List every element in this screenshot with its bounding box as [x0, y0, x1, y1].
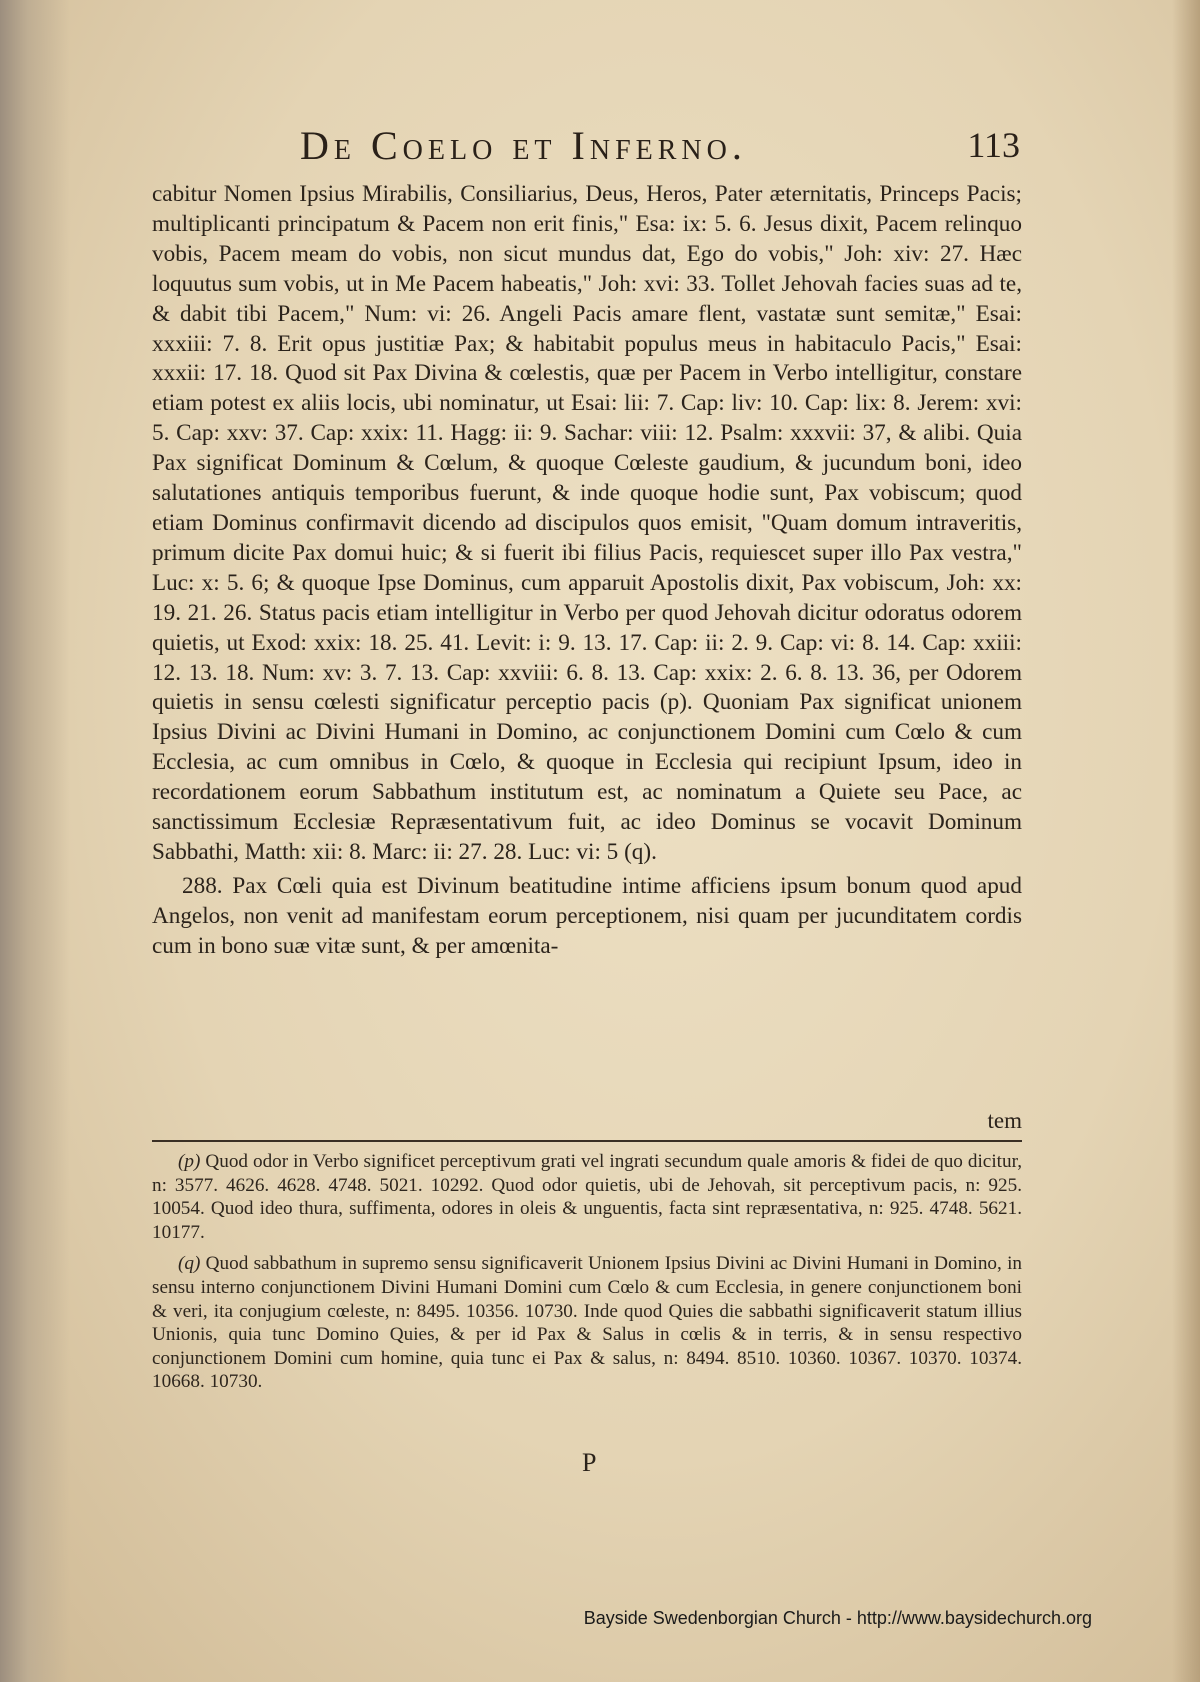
main-text [152, 180, 1022, 962]
footnotes [152, 1150, 1022, 1402]
catchword: tem [987, 1108, 1022, 1133]
page-header [300, 122, 1020, 182]
footnote-mark: (p) [178, 1151, 201, 1172]
footnote-text: Quod sabbathum in supremo sensu significaverit Unionem Ipsius Divini ac Divini Humani in Domino, in sensu interno conjunctionem Divini Humani Domini cum Cœlo & cum Ecclesia, in genere conjunctionem boni & veri, ita conjugium cœleste, n: 8495. 10356. 10730. Inde quod Quies die sabbathi significaverit statum illius Unionis, quia tunc Domino Quies, & per id Pax & Salus in cœlis & in terris, & in sensu respectivo conjunctionem Domini cum homine, quia tunc ei Pax & salus, n: 8494. 8510. 10360. 10367. 10370. 10374. 10668. 10730. [152, 1253, 1023, 1393]
footnote-mark: (q) [178, 1253, 201, 1275]
footnote-q [152, 1252, 1022, 1394]
paragraph-288: 288. Pax Cœli quia est Divinum beatitudine intime afficiens ipsum bonum quod apud Angelos, non venit ad manifestam eorum perceptionem, nisi quam per jucunditatem cordis cum in bono suæ vitæ sunt, & per amœnita- [152, 872, 1022, 959]
watermark-credit: Bayside Swedenborgian Church - http://www.baysidechurch.org [583, 1608, 1092, 1628]
footnote-rule [152, 1140, 1022, 1142]
page-edge-shading [1172, 0, 1200, 1682]
signature-mark: P [582, 1448, 597, 1477]
footnote-text: Quod odor in Verbo significet perceptivum grati vel ingrati secundum quale amoris & fidei de quo dicitur, n: 3577. 4626. 4628. 4748. 5021. 10292. Quod odor quietis, ubi de Jehovah, sit perceptivum pacis, n: 925. 10054. Quod ideo thura, suffimenta, odores in oleis & unguentis, facta sint repræsentativa, n: 925. 4748. 5621. 10177. [152, 1151, 1023, 1243]
footnote-p [152, 1150, 1022, 1244]
page-number: 113 [967, 125, 1020, 165]
running-title: De Coelo et Inferno. [300, 123, 747, 168]
binding-shadow [0, 0, 70, 1682]
continuation-paragraph: cabitur Nomen Ipsius Mirabilis, Consiliarius, Deus, Heros, Pater æternitatis, Princeps Pacis; multiplicanti principatum & Pacem non erit finis," Esa: ix: 5. 6. Jesus dixit, Pacem relinquo vobis, Pacem meam do vobis, non sicut mundus dat, Ego do vobis," Joh: xiv: 27. Hæc loquutus sum vobis, ut in Me Pacem habeatis," Joh: xvi: 33. Tollet Jehovah facies suas ad te, & dabit tibi Pacem," Num: vi: 26. Angeli Pacis amare flent, vastatæ sunt semitæ," Esai: xxxiii: 7. 8. Erit opus justitiæ Pax; & habitabit populus meus in habitaculo Pacis," Esai: xxxii: 17. 18. Quod sit Pax Divina & cœlestis, quæ per Pacem in Verbo intelligitur, constare etiam potest ex aliis locis, ubi nominatur, ut Esai: lii: 7. Cap: liv: 10. Cap: lix: 8. Jerem: xvi: 5. Cap: xxv: 37. Cap: xxix: 11. Hagg: ii: 9. Sachar: viii: 12. Psalm: xxxvii: 37, & alibi. Quia Pax significat Dominum & Cœlum, & quoque Cœleste gaudium, & jucundum boni, ideo salutationes antiquis temporibus fuerunt, & inde quoque hodie sunt, Pax vobiscum; quod etiam Dominus confirmavit dicendo ad discipulos quos emisit, "Quam domum intraveritis, primum dicite Pax domui huic; & si fuerit ibi filius Pacis, requiescet super illo Pax vestra," Luc: x: 5. 6; & quoque Ipse Dominus, cum apparuit Apostolis dixit, Pax vobiscum, Joh: xx: 19. 21. 26. Status pacis etiam intelligitur in Verbo per quod Jehovah dicitur odoratus odorem quietis, ut Exod: xxix: 18. 25. 41. Levit: i: 9. 13. 17. Cap: ii: 2. 9. Cap: vi: 8. 14. Cap: xxiii: 12. 13. 18. Num: xv: 3. 7. 13. Cap: xxviii: 6. 8. 13. Cap: xxix: 2. 6. 8. 13. 36, per Odorem quietis in sensu cœlesti significatur perceptio pacis (p). Quoniam Pax significat unionem Ipsius Divini ac Divini Humani in Domino, ac conjunctionem Domini cum Cœlo & cum Ecclesia, ac cum omnibus in Cœlo, & quoque in Ecclesia qui recipiunt Ipsum, ideo in recordationem eorum Sabbathum institutum est, ac nominatum a Quiete seu Pace, ac sanctissimum Ecclesiæ Repræsentativum fuit, ac ideo Dominus se vocavit Dominum Sabbathi, Matth: xii: 8. Marc: ii: 27. 28. Luc: vi: 5 (q). [152, 181, 1022, 865]
